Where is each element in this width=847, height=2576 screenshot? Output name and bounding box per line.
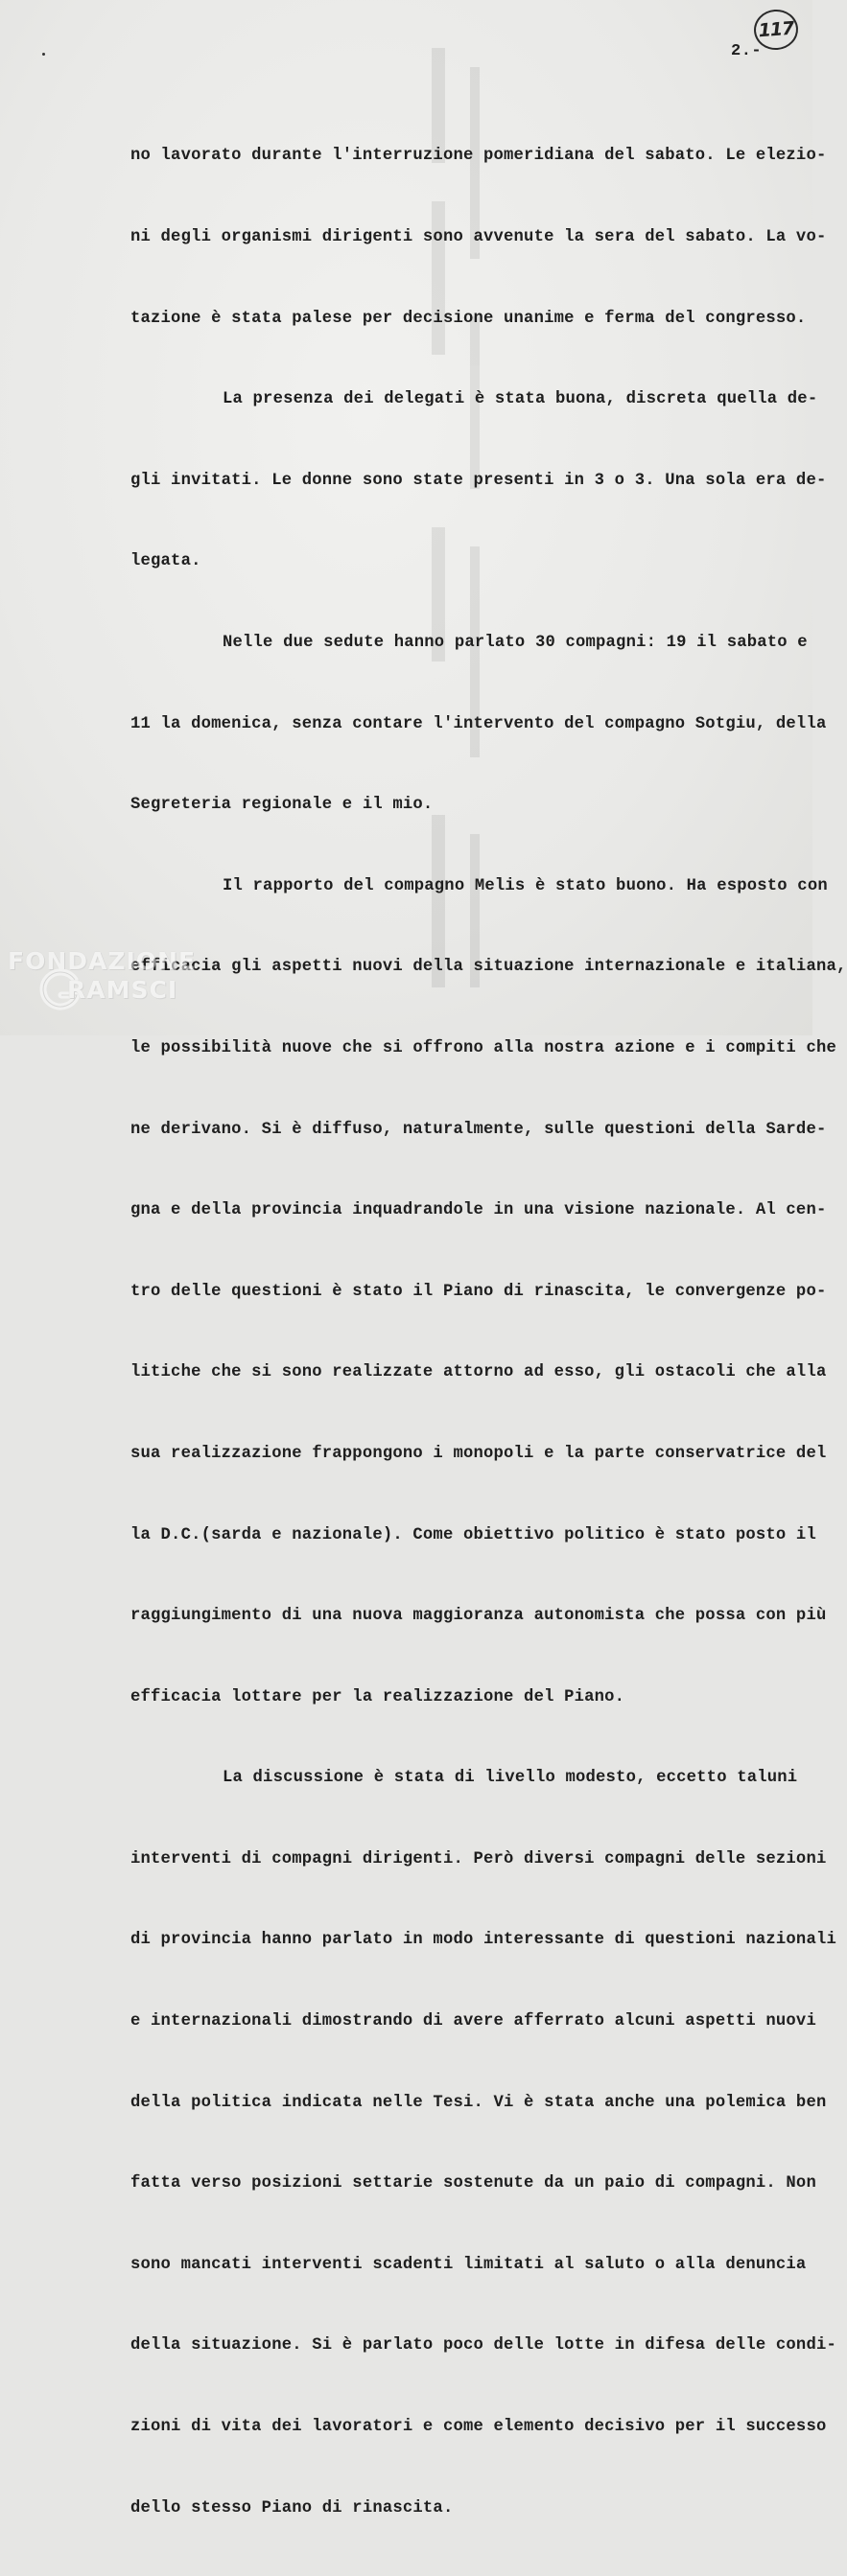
text-line: Segreteria regionale e il mio. — [130, 796, 434, 815]
text-line: e internazionali dimostrando di avere afferrato alcuni aspetti nuovi — [130, 2012, 816, 2031]
text-line: tazione è stata palese per decisione unanime e ferma del congresso. — [130, 309, 807, 328]
text-line: 11 la domenica, senza contare l'intervento del compagno Sotgiu, della — [130, 714, 827, 733]
text-line: tro delle questioni è stato il Piano di rinascita, le convergenze po- — [130, 1282, 827, 1301]
text-line: della politica indicata nelle Tesi. Vi è stata anche una polemica ben — [130, 2093, 827, 2112]
text-line: gna e della provincia inquadrandole in una visione nazionale. Al cen- — [130, 1201, 827, 1220]
text-line: ni degli organismi dirigenti sono avvenute la sera del sabato. La vo- — [130, 228, 827, 246]
text-line: legata. — [130, 552, 201, 571]
text-line: litiche che si sono realizzate attorno ad esso, gli ostacoli che alla — [130, 1363, 827, 1382]
text-line: Il rapporto del compagno Melis è stato buono. Ha esposto con — [223, 876, 828, 895]
text-line: della situazione. Si è parlato poco delle lotte in difesa delle condi- — [130, 2336, 836, 2356]
text-line: fatta verso posizioni settarie sostenute da un paio di compagni. Non — [130, 2174, 816, 2193]
archive-watermark — [8, 947, 209, 1024]
watermark-line-2: RAMSCI — [67, 976, 178, 1004]
watermark-line-1: FONDAZIONE — [8, 947, 197, 975]
text-line: dello stesso Piano di rinascita. — [130, 2498, 454, 2518]
ink-speck — [42, 53, 45, 56]
text-line: le possibilità nuove che si offrono alla nostra azione e i compiti che — [130, 1038, 836, 1057]
text-line: interventi di compagni dirigenti. Però diversi compagni delle sezioni — [130, 1849, 827, 1868]
folio-number: 117 — [757, 17, 795, 42]
text-line: La discussione è stata di livello modesto, eccetto taluni — [223, 1769, 798, 1788]
text-line: la D.C.(sarda e nazionale). Come obiettivo politico è stato posto il — [130, 1525, 816, 1544]
text-line: no lavorato durante l'interruzione pomeridiana del sabato. Le elezio- — [130, 147, 827, 166]
text-line: sono mancati interventi scadenti limitati al saluto o alla denuncia — [130, 2255, 807, 2274]
text-line: sua realizzazione frappongono i monopoli e la parte conservatrice del — [130, 1444, 827, 1463]
text-line: zioni di vita dei lavoratori e come elemento decisivo per il successo — [130, 2418, 827, 2437]
typed-text-body — [130, 89, 847, 2576]
text-line: di provincia hanno parlato in modo interessante di questioni nazionali — [130, 1931, 836, 1950]
text-line: ne derivano. Si è diffuso, naturalmente, sulle questioni della Sarde- — [130, 1120, 827, 1139]
text-line: raggiungimento di una nuova maggioranza autonomista che possa con più — [130, 1607, 827, 1626]
page-number: 2.- — [731, 42, 763, 60]
text-line: efficacia gli aspetti nuovi della situazione internazionale e italiana, — [130, 958, 847, 977]
text-line: gli invitati. Le donne sono state presenti in 3 o 3. Una sola era de- — [130, 471, 827, 490]
text-line: Nelle due sedute hanno parlato 30 compagni: 19 il sabato e — [223, 633, 808, 652]
text-line: efficacia lottare per la realizzazione del Piano. — [130, 1687, 625, 1706]
text-line: La presenza dei delegati è stata buona, discreta quella de- — [223, 390, 818, 409]
